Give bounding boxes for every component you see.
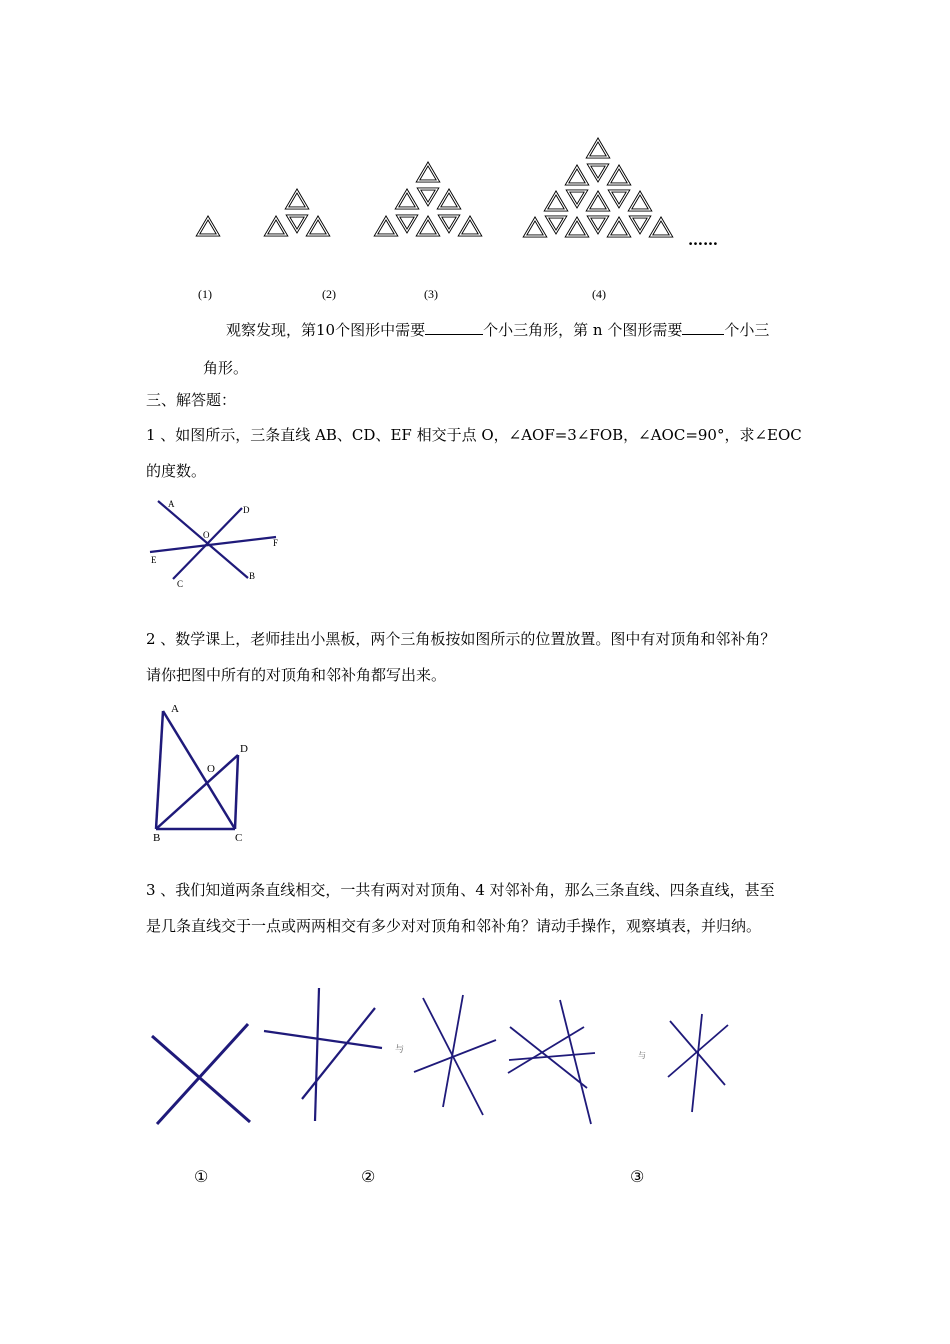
- ellipsis: ……: [688, 231, 718, 249]
- label-F: F: [273, 538, 279, 548]
- line: [264, 1031, 382, 1048]
- label-C: C: [177, 579, 184, 589]
- stray-mark: 与: [638, 1051, 646, 1060]
- label-A: A: [171, 703, 179, 715]
- label-D: D: [240, 743, 248, 755]
- line: [315, 988, 319, 1121]
- section-heading: 三、解答题：: [146, 391, 237, 409]
- q3-figure-label-2: ②: [361, 1167, 376, 1186]
- question-text: 个图形中需要: [335, 321, 426, 339]
- figure-label-2: (2): [322, 287, 336, 301]
- label-B: B: [153, 832, 161, 844]
- q2-text-line1: 2 、数学课上，老师挂出小黑板，两个三角板按如图所示的位置放置。图中有对顶角和邻补角？: [146, 630, 776, 648]
- q3-figure-label-3: ③: [630, 1167, 645, 1186]
- pattern-question-line2: 角形。: [203, 359, 249, 377]
- q3-text-line1: 3 、我们知道两条直线相交，一共有两对对顶角、4 对邻补角，那么三条直线、四条直线，甚至: [146, 881, 775, 899]
- label-A: A: [168, 499, 175, 509]
- q1-text-line2: 的度数。: [146, 462, 207, 480]
- question-number: 10: [316, 321, 336, 339]
- line: [509, 1053, 595, 1060]
- q3-figure-label-1: ①: [194, 1167, 209, 1186]
- q2-text-line2: 请你把图中所有的对顶角和邻补角都写出来。: [146, 666, 447, 684]
- label-O: O: [207, 763, 215, 775]
- label-E: E: [151, 555, 157, 565]
- question-text: 个小三角形，第 n 个图形需要: [483, 321, 683, 339]
- line: [692, 1014, 702, 1112]
- label-C: C: [235, 832, 243, 844]
- question-text: 个小三: [724, 321, 770, 339]
- label-D: D: [243, 505, 250, 515]
- line: [302, 1008, 375, 1099]
- q3-text-line2: 是几条直线交于一点或两两相交有多少对对顶角和邻补角？请动手操作，观察填表，并归纳。: [146, 917, 762, 935]
- label-O: O: [203, 530, 210, 540]
- line: [443, 995, 463, 1107]
- line: [152, 1036, 250, 1122]
- figure-label-3: (3): [424, 287, 438, 301]
- label-B: B: [249, 571, 256, 581]
- question-text: 观察发现，第: [226, 321, 317, 339]
- line: [560, 1000, 591, 1124]
- figure-label-4: (4): [592, 287, 606, 301]
- q1-text-line1: 1 、如图所示，三条直线 AB、CD、EF 相交于点 O，∠AOF=3∠FOB，∠AOC=90°，求∠EOC: [146, 426, 802, 444]
- line: [668, 1025, 728, 1077]
- figure-label-1: (1): [198, 287, 212, 301]
- stray-mark: 与: [395, 1045, 405, 1055]
